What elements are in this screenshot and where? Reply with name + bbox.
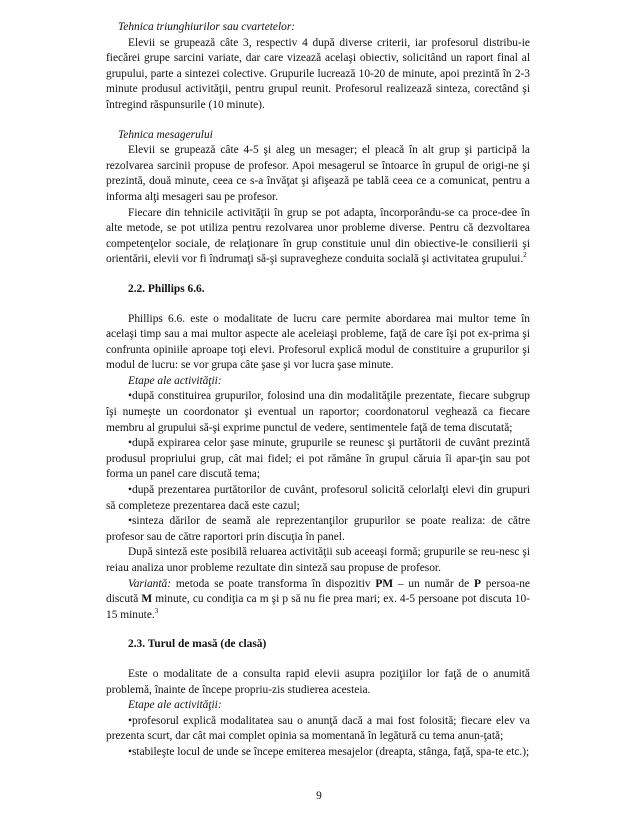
varianta-text: minute, cu condiţia ca m şi p să nu fie prea mari; ex. 4-5 persoane pot discuta 10-15 minute. xyxy=(106,593,530,621)
paragraph: Elevii se grupează câte 3, respectiv 4 după diverse criterii, iar profesorul distribu-ie fiecărei grupe sarcini variate, dar care vizează acelaşi obiectiv, solicitând un raport final al grupului, parte a sintezei colective. Grupurile lucrează 10-20 de minute, apoi prezintă în 2-3 minute produsul activităţii, pentru grupul reunit. Profesorul realizează sinteza, corectând şi întregind răspunsurile (10 minute). xyxy=(106,36,530,111)
paragraph: Elevii se grupează câte 4-5 şi aleg un mesager; el pleacă în alt grup şi participă la rezolvarea sarcinii propuse de profesor. Apoi mesagerul se întoarce în grupul de origi-ne şi prezintă, două minute, ceea ce s-a învăţat şi afişează pe tablă ceea ce a comunicat, pentru a informa alţi mesageri sau pe profesor. xyxy=(106,144,530,203)
varianta-label: Variantă: xyxy=(128,577,172,590)
bullet-item: • după constituirea grupurilor, folosind una din modalităţile prezentate, fiecare subgrup îşi numeşte un coordonator şi eventual un raportor; coordonatorul veghează ca fiecare membru al grupului să-şi exprime punctul de vedere, sentimentele faţă de tema discutată; xyxy=(106,389,530,436)
varianta-text: metoda se poate transforma în dispozitiv xyxy=(171,577,376,590)
bullet-item: • profesorul explică modalitatea sau o anunţă dacă a mai fost folosită; fiecare elev va prezenta scurt, dar cât mai complet opinia sa momentană în legătură cu tema anun-ţată; xyxy=(106,714,530,745)
subheading-etape: Etape ale activităţii: xyxy=(128,699,222,712)
paragraph-varianta xyxy=(106,577,530,624)
pm-bold: PM xyxy=(375,577,394,590)
bullet-item: • după expirarea celor şase minute, grupurile se reunesc şi purtătorii de cuvânt prezintă produsul propriului grup, cât mai fidel; ei pot rămâne în grupul căruia îi apar-ţin sau pot forma un panel care discută tema; xyxy=(106,436,530,483)
bullet-item: • stabileşte locul de unde se începe emiterea mesajelor (dreapta, stânga, faţă, spa-te etc.); xyxy=(106,745,530,761)
paragraph-text: Fiecare din tehnicile activităţii în grup se pot adapta, încorporându-se ca proce-dee în alte metode, se pot utiliza pentru rezolvarea unor probleme diverse. Pentru că dezvoltarea competenţelor sociale, de relaţionare în grup constituie unul din obiective-le consilierii şi orientării, elevii vor fi îndrumaţi să-şi supravegheze conduita socială şi activitatea grupului. xyxy=(106,206,530,266)
document-page xyxy=(106,20,530,761)
paragraph: Este o modalitate de a consulta rapid elevii asupra poziţiilor lor faţă de o anumită problemă, înainte de începe propriu-zis studierea acesteia. xyxy=(106,667,530,696)
varianta-text: – un număr de xyxy=(393,577,474,590)
footnote-ref: 2 xyxy=(523,251,527,260)
m-bold: M xyxy=(141,593,153,606)
paragraph: După sinteză este posibilă reluarea activităţii sub aceeaşi formă; grupurile se reu-nesc şi reiau analiza unor probleme rezultate din sinteză sau propuse de profesor. xyxy=(106,546,530,574)
heading-phillips: 2.2. Phillips 6.6. xyxy=(128,282,205,295)
page-number: 9 xyxy=(316,790,322,802)
section-title-triunghiuri: Tehnica triunghiurilor sau cvartetelor: xyxy=(118,21,296,33)
paragraph xyxy=(106,206,530,268)
section-title-mesager: Tehnica mesagerului xyxy=(118,128,213,141)
bullet-item: • după prezentarea purtătorilor de cuvânt, profesorul solicită celorlalţi elevi din grupuri să completeze prezentarea dacă este cazul; xyxy=(106,483,530,514)
bullet-item: • sinteza dărilor de seamă ale reprezentanţilor grupurilor se poate realiza: de către profesor sau de către raportori prin discuţia în panel. xyxy=(106,514,530,545)
paragraph: Phillips 6.6. este o modalitate de lucru care permite abordarea mai multor teme în acelaşi timp sau a mai multor aspecte ale aceleiaşi probleme, faţă de care îşi pot ex-prima şi confrunta opiniile aproape toţi elevi. Profesorul explică modul de constituire a grupurilor şi modul de lucru: se vor grupa câte şase şi vor lucra şase minute. xyxy=(106,312,530,372)
varianta-text: persoa-ne discută xyxy=(106,577,530,606)
p-bold: P xyxy=(473,577,481,590)
heading-turul-de-masa: 2.3. Turul de masă (de clasă) xyxy=(128,638,267,651)
subheading-etape: Etape ale activităţii: xyxy=(128,374,222,387)
footnote-ref: 3 xyxy=(154,606,159,615)
